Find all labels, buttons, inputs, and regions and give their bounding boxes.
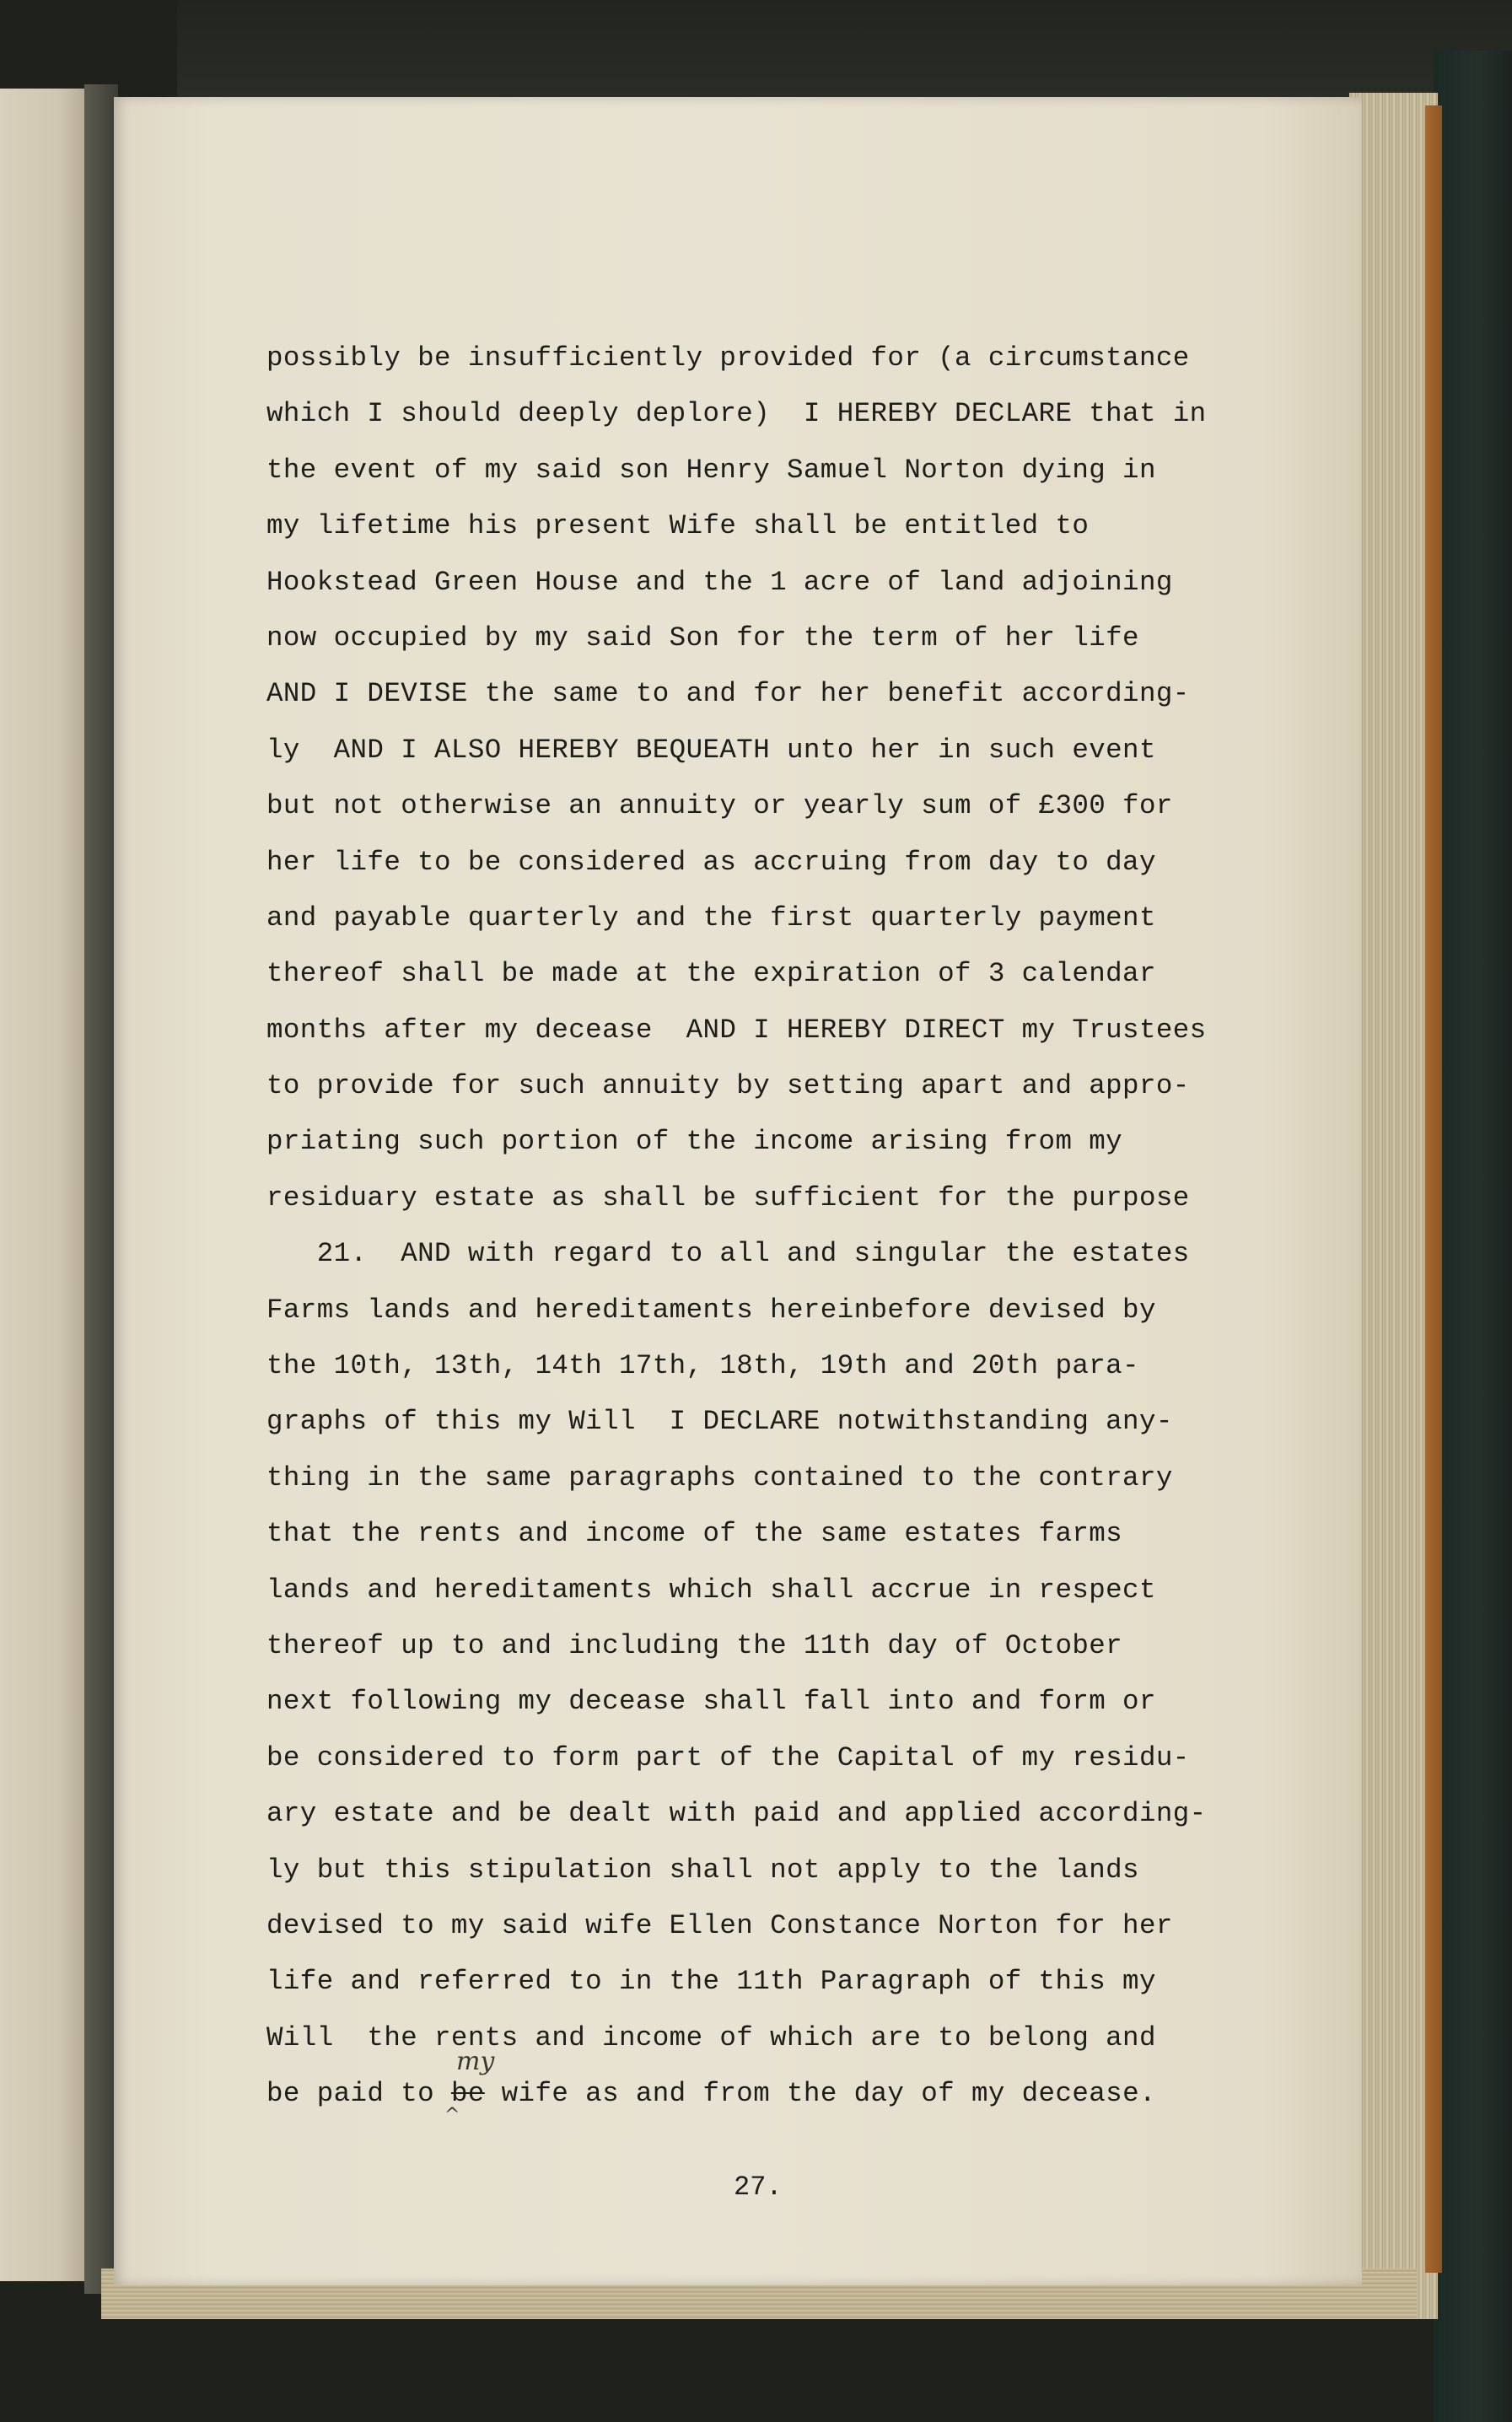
text-line: 21. AND with regard to all and singular the estates (266, 1238, 1190, 1270)
text-line: to provide for such annuity by setting apart and appro- (266, 1070, 1190, 1102)
text-line: lands and hereditaments which shall accrue in respect (266, 1574, 1156, 1606)
text-line: now occupied by my said Son for the term of her life (266, 622, 1139, 654)
text-line-final (266, 2047, 1363, 2127)
text-line: which I should deeply deplore) I HEREBY DECLARE that in (266, 398, 1207, 430)
text-line: thereof up to and including the 11th day of October (266, 1629, 1123, 1661)
text-line: thereof shall be made at the expiration of 3 calendar (266, 958, 1156, 990)
text-segment: wife as and from the day of my decease. (484, 2078, 1156, 2110)
marbled-page-edge (1425, 105, 1442, 2273)
text-line: Will the rents and income of which are to belong and (266, 2021, 1156, 2053)
text-line: graphs of this my Will I DECLARE notwithstanding any- (266, 1406, 1173, 1438)
book-cover-top (177, 0, 1512, 110)
text-line: ary estate and be dealt with paid and applied according- (266, 1798, 1207, 1830)
text-line: possibly be insufficiently provided for (a circumstance (266, 342, 1190, 374)
text-line: her life to be considered as accruing from day to day (266, 846, 1156, 878)
text-line: life and referred to in the 11th Paragraph of this my (266, 1966, 1156, 1998)
struck-word: be (450, 2078, 485, 2110)
text-line: my lifetime his present Wife shall be entitled to (266, 510, 1090, 542)
caret-mark: ^ (444, 2105, 460, 2127)
text-line: next following my decease shall fall into and form or (266, 1686, 1156, 1718)
text-line: months after my decease AND I HEREBY DIRECT my Trustees (266, 1014, 1207, 1046)
handwritten-insertion: my (455, 2047, 495, 2077)
typed-text-block (266, 331, 1363, 2127)
text-line: priating such portion of the income arising from my (266, 1126, 1123, 1158)
text-line: that the rents and income of the same estates farms (266, 1518, 1123, 1550)
text-line: but not otherwise an annuity or yearly sum of £300 for (266, 790, 1173, 822)
text-line: devised to my said wife Ellen Constance Norton for her (266, 1909, 1173, 1941)
text-line: thing in the same paragraphs contained to the contrary (266, 1461, 1173, 1494)
book-gutter (84, 84, 118, 2294)
page-number: 27. (734, 2172, 783, 2203)
text-line: ly AND I ALSO HEREBY BEQUEATH unto her in such event (266, 734, 1156, 766)
text-line: the event of my said son Henry Samuel Norton dying in (266, 454, 1156, 486)
text-line: Farms lands and hereditaments hereinbefore devised by (266, 1294, 1156, 1326)
facing-page-edge (0, 89, 87, 2281)
text-line: Hookstead Green House and the 1 acre of land adjoining (266, 566, 1173, 598)
text-line: be considered to form part of the Capital of my residu- (266, 1741, 1190, 1773)
text-line: ly but this stipulation shall not apply to the lands (266, 1854, 1139, 1886)
text-line: and payable quarterly and the first quarterly payment (266, 902, 1156, 934)
text-line: the 10th, 13th, 14th 17th, 18th, 19th and 20th para- (266, 1350, 1139, 1382)
book-cover-right (1434, 51, 1512, 2422)
text-line: residuary estate as shall be sufficient for the purpose (266, 1181, 1190, 1214)
text-segment: be paid to (266, 2078, 451, 2110)
handwritten-correction (444, 2047, 495, 2127)
text-line: AND I DEVISE the same to and for her benefit according- (266, 678, 1190, 710)
